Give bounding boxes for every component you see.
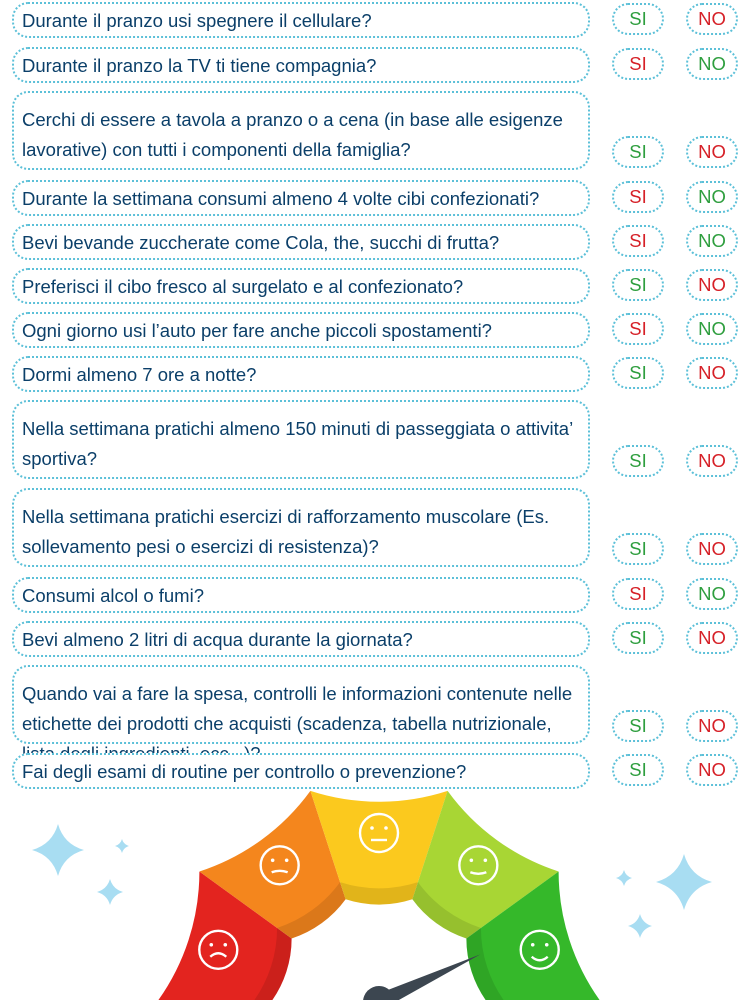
question-text: Quando vai a fare la spesa, controlli le informazioni contenute nelle etichette dei prodotti che acquisti (scadenza, tabella nutrizionale, <box>22 683 573 734</box>
question-box <box>12 312 590 348</box>
question-box <box>12 356 590 392</box>
question-text: Bevi bevande zuccherate come Cola, the, succhi di frutta? <box>22 232 500 253</box>
question-box <box>12 400 590 479</box>
question-text: Bevi almeno 2 litri di acqua durante la giornata? <box>22 629 413 650</box>
question-text: Durante la settimana consumi almeno 4 volte cibi confezionati? <box>22 188 540 209</box>
question-box <box>12 180 590 216</box>
question-box <box>12 621 590 657</box>
question-text: Ogni giorno usi l’auto per fare anche piccoli spostamenti? <box>22 320 492 341</box>
sparkle-icon <box>656 854 712 910</box>
answer-no-button[interactable]: NO <box>686 445 738 477</box>
question-box <box>12 47 590 83</box>
question-text: Nella settimana pratichi esercizi di rafforzamento muscolare (Es. sollevamento pesi o esercizi di resistenza)? <box>22 506 550 557</box>
answer-no-button[interactable]: NO <box>686 181 738 213</box>
answer-si-button[interactable]: SI <box>612 48 664 80</box>
answer-no-button[interactable]: NO <box>686 48 738 80</box>
sparkle-icon <box>115 839 129 853</box>
answer-no-button[interactable]: NO <box>686 3 738 35</box>
answer-si-button[interactable]: SI <box>612 710 664 742</box>
sparkle-icon <box>616 870 632 886</box>
question-box <box>12 2 590 38</box>
answer-no-button[interactable]: NO <box>686 754 738 786</box>
answer-si-button[interactable]: SI <box>612 3 664 35</box>
question-text: Dormi almeno 7 ore a notte? <box>22 364 257 385</box>
answer-si-button[interactable]: SI <box>612 313 664 345</box>
answer-no-button[interactable]: NO <box>686 622 738 654</box>
question-box <box>12 268 590 304</box>
question-text: Durante il pranzo usi spegnere il cellulare? <box>22 10 372 31</box>
question-box <box>12 753 590 789</box>
sparkle-icon <box>628 914 652 938</box>
answer-si-button[interactable]: SI <box>612 225 664 257</box>
gauge-needle-hub <box>363 986 395 1000</box>
question-box <box>12 488 590 567</box>
answer-si-button[interactable]: SI <box>612 136 664 168</box>
answer-si-button[interactable]: SI <box>612 754 664 786</box>
question-text: Fai degli esami di routine per controllo o prevenzione? <box>22 761 467 782</box>
question-box <box>12 577 590 613</box>
answer-si-button[interactable]: SI <box>612 445 664 477</box>
question-box <box>12 91 590 170</box>
answer-no-button[interactable]: NO <box>686 225 738 257</box>
wellness-gauge <box>0 790 742 1000</box>
question-box <box>12 224 590 260</box>
answer-no-button[interactable]: NO <box>686 710 738 742</box>
answer-no-button[interactable]: NO <box>686 533 738 565</box>
question-text: Consumi alcol o fumi? <box>22 585 204 606</box>
answer-no-button[interactable]: NO <box>686 357 738 389</box>
question-text: Nella settimana pratichi almeno 150 minuti di passeggiata o attivita’ sportiva? <box>22 418 573 469</box>
sparkle-icon <box>97 879 123 905</box>
question-text: Preferisci il cibo fresco al surgelato e al confezionato? <box>22 276 464 297</box>
answer-no-button[interactable]: NO <box>686 269 738 301</box>
question-box <box>12 665 590 744</box>
answer-si-button[interactable]: SI <box>612 181 664 213</box>
question-text: Cerchi di essere a tavola a pranzo o a cena (in base alle esigenze lavorative) con tutti i componenti della famiglia? <box>22 109 563 160</box>
answer-si-button[interactable]: SI <box>612 578 664 610</box>
question-text: Durante il pranzo la TV ti tiene compagnia? <box>22 55 377 76</box>
answer-si-button[interactable]: SI <box>612 357 664 389</box>
answer-si-button[interactable]: SI <box>612 269 664 301</box>
sparkle-icon <box>32 824 84 876</box>
gauge-svg <box>0 790 742 1000</box>
answer-no-button[interactable]: NO <box>686 136 738 168</box>
answer-si-button[interactable]: SI <box>612 533 664 565</box>
answer-no-button[interactable]: NO <box>686 578 738 610</box>
answer-si-button[interactable]: SI <box>612 622 664 654</box>
answer-no-button[interactable]: NO <box>686 313 738 345</box>
